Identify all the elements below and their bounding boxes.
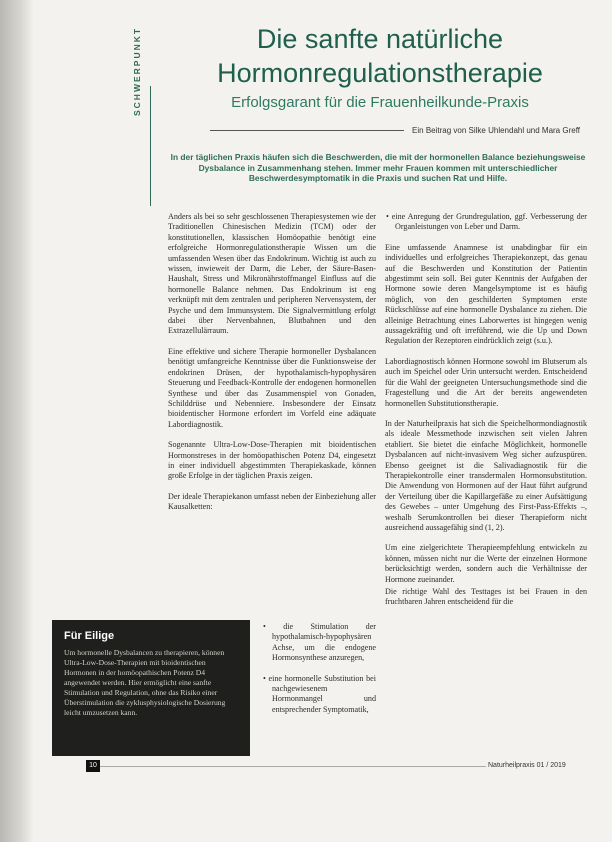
summary-heading: Für Eilige bbox=[64, 630, 115, 642]
section-label bbox=[130, 16, 150, 126]
section-label-text: SCHWERPUNKT bbox=[132, 26, 142, 116]
paragraph: Anders als bei so sehr geschlossenen Therapiesystemen wie der Traditionellen Chinesischen Medizin (TCM) oder der konstitutionellen, klassischen Homöopathie benötigt eine erfolgreiche Hormonregulationstherapie Wissen um die umfassenden Wesen über das Endokrinum. Wichtig ist auch zu wissen, inwieweit der Darm, die Leber, der Säure-Basen-Haushalt, Stress und Mikronährstoffmangel Einfluss auf die hormonelle Balance nehmen. Das Endokrinum ist eng verknüpft mit dem zentralen und peripheren Nervensystem, der Psyche und dem Immunsystem. Die Signalvermittlung erfolgt dabei über Nervenbahnen, Blutbahnen und den Extrazellulärraum. bbox=[168, 212, 376, 336]
paragraph: Um eine zielgerichtete Therapieempfehlung entwickeln zu können, müssen nicht nur die Werte der einzelnen Hormone berücksichtigt werden, sondern auch die Verhältnisse der Hormone zueinander. bbox=[385, 543, 587, 584]
journal-footer: Naturheilpraxis 01 / 2019 bbox=[488, 762, 566, 769]
bullet-item: • eine hormonelle Substitution bei nachgewiesenem Hormonmangel und entsprechender Symptomatik, bbox=[262, 674, 376, 716]
paragraph: In der Naturheilpraxis hat sich die Speichelhormondiagnostik als ideale Messmethode inzwischen seit vielen Jahren etabliert. Sie bietet die einfache Möglichkeit, hormonelle Dysbalancen auf nicht-invasivem Weg sicher aufzuspüren. Ebenso geeignet ist die Salivadiagnostik für die Therapiekontrolle einer transdermalen Hormonsubstitution. Die Anwendung von Hormonen auf der Haut führt aufgrund der Verteilung über die Kapillargefäße zu einer Aufsättigung des Gewebes – unter Umgehung des First-Pass-Effekts –, weshalb Serumkontrollen bei dieser Therapieform nicht ausreichend aussagefähig sind (1, 2). bbox=[385, 418, 587, 532]
paragraph: Eine umfassende Anamnese ist unabdingbar für ein individuelles und erfolgreiches Therapiekonzept, das genau auf die Beschwerden und Konstitution der Patientin abgestimmt sein soll. Bei guter Kenntnis der Aufgaben der Hormone sowie deren Mangelsymptome ist es häufig möglich, von den geschilderten Symptomen erste Rückschlüsse auf eine hormonelle Dysbalance zu ziehen. Die alleinige Betrachtung eines Laborwertes ist hingegen wenig aussagekräftig und oft irreführend, wie die Up und Down Regulation der Rezeptoren eindrücklich zeigt (s.u.). bbox=[385, 242, 587, 346]
title-line-1: Die sanfte natürliche bbox=[256, 24, 504, 54]
section-divider bbox=[150, 86, 151, 206]
paragraph: Die richtige Wahl des Testtages ist bei Frauen in den fruchtbaren Jahren entscheidend für die bbox=[385, 587, 587, 607]
right-column bbox=[385, 212, 587, 618]
paragraph: Labordiagnostisch können Hormone sowohl im Blutserum als auch im Speichel oder Urin untersucht werden. Entscheidend für die Wahl der geeigneten Untersuchungsmethode sind die Fragestellung und die Art der bereits angewendeten hormonellen Substitutionstherapie. bbox=[385, 356, 587, 408]
article-subtitle: Erfolgsgarant für die Frauenheilkunde-Praxis bbox=[231, 94, 529, 111]
byline-rule bbox=[210, 130, 404, 131]
page-binding-shadow bbox=[0, 0, 34, 842]
summary-text: Um hormonelle Dysbalancen zu therapieren, können Ultra-Low-Dose-Therapien mit bioidentischen Hormonen in der homöopathischen Potenz D4 angewendet werden. Hier ermöglicht eine sanfte Stimulation und Regulation, ohne das Risiko einer Überstimulation die zyklusphysiologische Dosierung leicht umzusetzen kann. bbox=[64, 648, 226, 717]
article-title bbox=[180, 22, 580, 90]
byline-text: Ein Beitrag von Silke Uhlendahl und Mara Greff bbox=[412, 126, 580, 135]
title-line-2: Hormonregulationstherapie bbox=[217, 58, 543, 88]
bullet-item: • eine Anregung der Grundregulation, ggf. Verbesserung der Organleistungen von Leber und Darm. bbox=[385, 212, 587, 233]
bullet-item: • die Stimulation der hypothalamisch-hypophysären Achse, um die endogene Hormonsynthese anzuregen, bbox=[262, 622, 376, 664]
paragraph: Sogenannte Ultra-Low-Dose-Therapien mit bioidentischen Hormonstreses in der homöopathischen Potenz D4, eingesetzt in einer individuell abgestimmten Therapiekaskade, können große Erfolge in der täglichen Praxis zeigen. bbox=[168, 440, 376, 481]
article-intro: In der täglichen Praxis häufen sich die Beschwerden, die mit der hormonellen Balance beziehungsweise Dysbalance in Zusammenhang stehen. Immer mehr Frauen kommen mit unterschiedlicher Beschwerdesymptomatik in die Praxis und suchen Rat und Hilfe. bbox=[170, 152, 586, 183]
paragraph: Der ideale Therapiekanon umfasst neben der Einbeziehung aller Kausalketten: bbox=[168, 491, 376, 512]
left-column bbox=[168, 212, 376, 523]
page-number: 10 bbox=[86, 760, 100, 772]
paragraph: Eine effektive und sichere Therapie hormoneller Dysbalancen benötigt umfangreiche Kenntnisse über die Funktionsweise der endokrinen Drüsen, der hypothalamisch-hypophysären Steuerung und Feedback-Kontrolle der endogenen hormonellen Synthese und über das Zusammenspiel von Gonaden, Schilddrüse und Nebenniere. Insbesondere der Einsatz bioidentischer Hormone erfordert im Vorfeld eine adäquate Labordiagnostik. bbox=[168, 346, 376, 429]
bullet-column bbox=[262, 622, 376, 725]
byline bbox=[210, 126, 580, 135]
quick-summary-box bbox=[52, 620, 250, 756]
footer-rule bbox=[100, 766, 486, 767]
